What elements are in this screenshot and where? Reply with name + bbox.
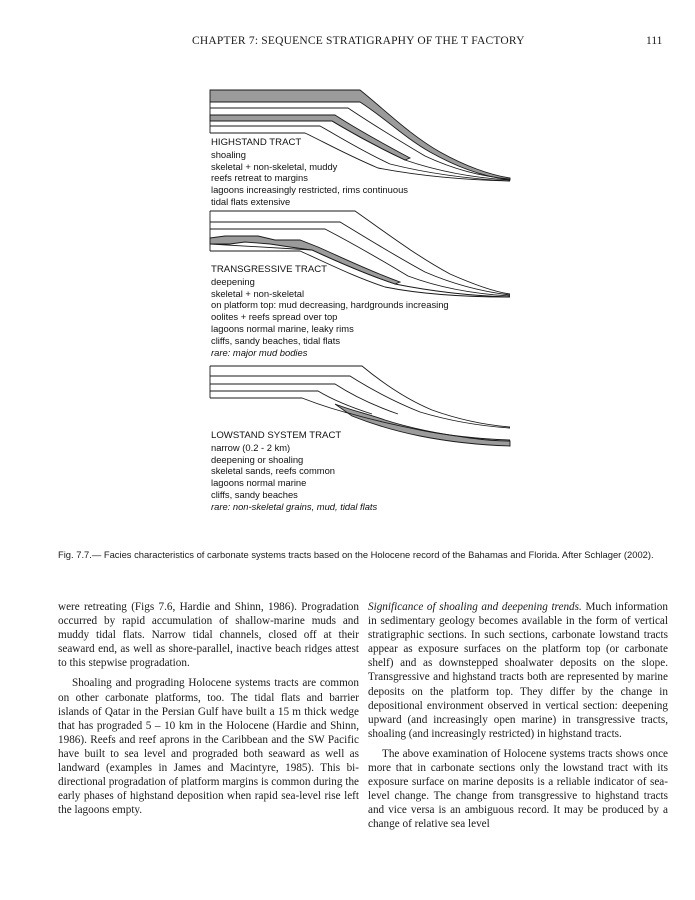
highstand-line: lagoons increasingly restricted, rims continuous bbox=[211, 184, 408, 196]
left-column bbox=[58, 600, 359, 823]
lowstand-line: skeletal sands, reefs common bbox=[211, 465, 336, 477]
section-heading: Significance of shoaling and deepening trends. bbox=[368, 601, 582, 613]
body-paragraph bbox=[368, 600, 668, 741]
lowstand-rare: rare: non-skeletal grains, mud, tidal flats bbox=[211, 500, 378, 512]
transgressive-line: cliffs, sandy beaches, tidal flats bbox=[211, 334, 341, 346]
highstand-line: shoaling bbox=[211, 148, 246, 160]
lowstand-labels bbox=[211, 430, 377, 513]
right-column bbox=[368, 600, 668, 838]
transgressive-line: deepening bbox=[211, 275, 255, 287]
highstand-line: reefs retreat to margins bbox=[211, 172, 308, 184]
transgressive-line: oolites + reefs spread over top bbox=[211, 311, 338, 323]
transgressive-line: on platform top: mud decreasing, hardgrounds increasing bbox=[211, 299, 449, 311]
transgressive-line: lagoons normal marine, leaky rims bbox=[211, 322, 354, 334]
body-text: Much information in sedimentary geology becomes available in the form of vertical stratigraphic sections. In such sections, carbonate lowstand tracts appear as exposure surfaces on the platform top (or carbonate shelf) and as downstepped shoalwater deposits on the slope. Transgressive and highstand tracts both are represented by marine deposits on the platform top. They differ by the change in depositional environment observed in vertical section: deepening upward (and increasingly open marine) in transgressive tracts, shoaling (and increasingly restricted) in highstand tracts. bbox=[368, 601, 668, 740]
caption-text: — Facies characteristics of carbonate systems tracts based on the Holocene record of the Bahamas and Florida. After Schlager (2002). bbox=[91, 549, 654, 560]
chapter-title: CHAPTER 7: SEQUENCE STRATIGRAPHY OF THE T FACTORY bbox=[192, 35, 525, 47]
lowstand-line: deepening or shoaling bbox=[211, 453, 304, 465]
caption-label: Fig. 7.7. bbox=[58, 549, 92, 560]
transgressive-line: skeletal + non-skeletal bbox=[211, 287, 305, 299]
lowstand-line: cliffs, sandy beaches bbox=[211, 488, 298, 500]
body-paragraph: The above examination of Holocene systems tracts shows once more that in carbonate sections only the lowstand tract with its exposure surface on marine deposits is a reliable indicator of sea-level change. The change from transgressive to highstand tracts and vice versa is an ambiguous record. It may be produced by a change of relative sea level bbox=[368, 747, 668, 831]
body-paragraph: Shoaling and prograding Holocene systems tracts are common on other carbonate platforms, too. The tidal flats and barrier islands of Qatar in the Persian Gulf have built a 15 m thick wedge that has prograded 5 – 10 km in the Holocene (Hardie and Shinn, 1986). Reefs and reef aprons in the Caribbean and the SW Pacific have built to sea level and prograded both seaward as well as landward (examples in James and Macintyre, 1985). This bi-directional progradation of platform margins is common during the early phases of highstand deposition when rapid sea-level rise left the lagoons empty. bbox=[58, 677, 359, 817]
transgressive-title: TRANSGRESSIVE TRACT bbox=[211, 264, 328, 275]
highstand-labels bbox=[211, 137, 408, 208]
transgressive-rare: rare: major mud bodies bbox=[211, 346, 308, 358]
lowstand-line: narrow (0.2 - 2 km) bbox=[211, 441, 291, 453]
highstand-line: tidal flats extensive bbox=[211, 195, 291, 207]
body-paragraph: were retreating (Figs 7.6, Hardie and Shinn, 1986). Progradation occurred by rapid accumulation of shallow-marine muds and muddy tidal flats. Narrow tidal channels, closed off at their seaward end, as well as shore-parallel, inactive beach ridges attest to this stepwise progradation. bbox=[58, 601, 359, 670]
highstand-line: skeletal + non-skeletal, muddy bbox=[211, 160, 338, 172]
figure-caption bbox=[58, 549, 668, 561]
lowstand-line: lagoons normal marine bbox=[211, 477, 307, 489]
lowstand-title: LOWSTAND SYSTEM TRACT bbox=[211, 430, 342, 441]
highstand-title: HIGHSTAND TRACT bbox=[211, 137, 302, 148]
transgressive-labels bbox=[211, 264, 449, 358]
page-number: 111 bbox=[646, 35, 663, 47]
